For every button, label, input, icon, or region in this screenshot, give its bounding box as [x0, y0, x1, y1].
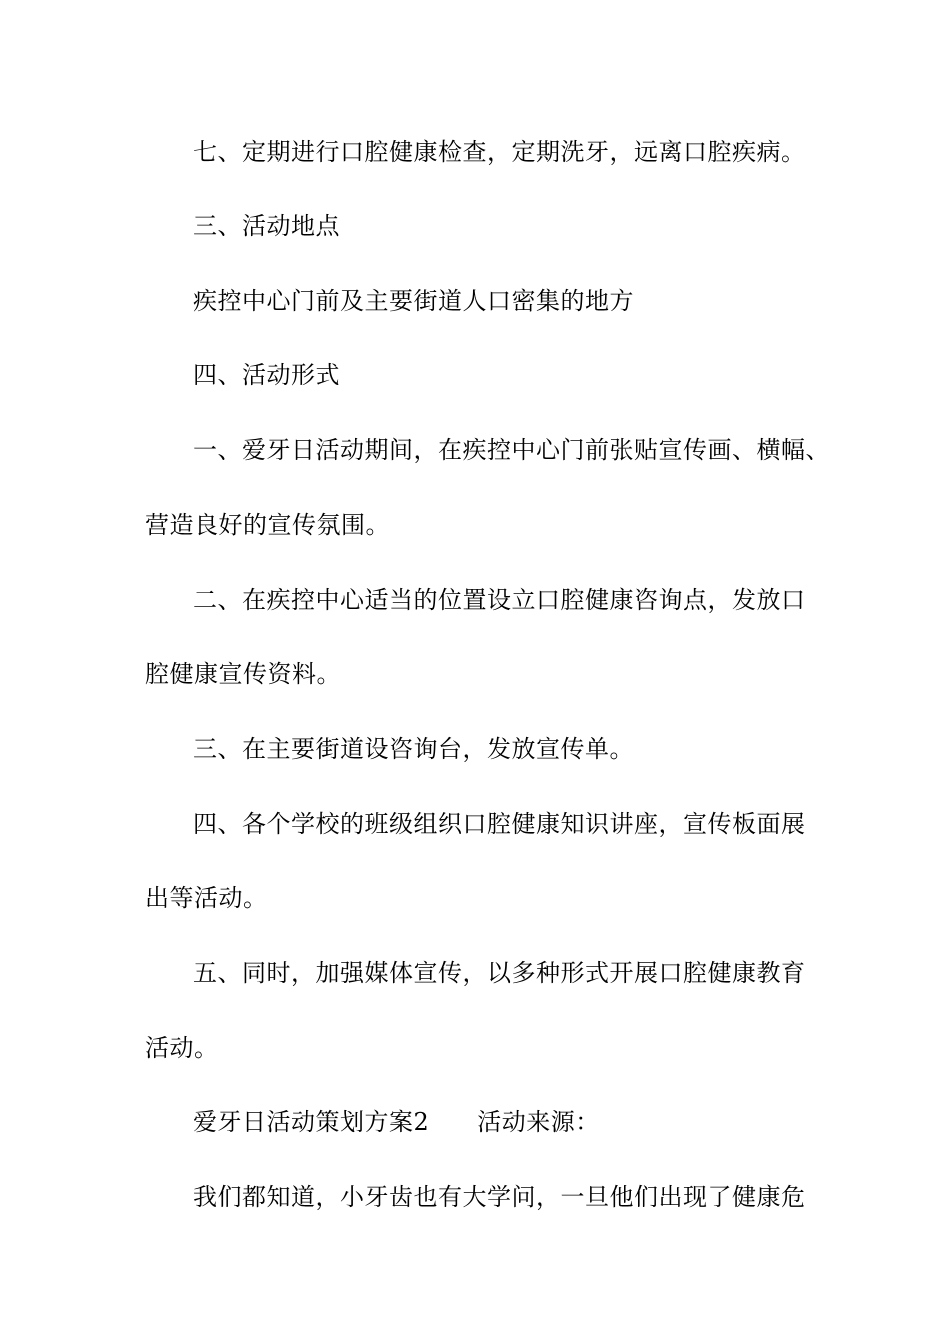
paragraph-line: 出等活动。 — [145, 884, 268, 912]
paragraph-line: 疾控中心门前及主要街道人口密集的地方 — [193, 287, 634, 315]
paragraph-line: 三、在主要街道设咨询台，发放宣传单。 — [193, 735, 634, 763]
paragraph-line: 腔健康宣传资料。 — [145, 660, 341, 688]
section-heading: 三、活动地点 — [193, 212, 340, 240]
paragraph-line: 营造良好的宣传氛围。 — [145, 511, 390, 539]
plan-title-line — [193, 1106, 873, 1138]
plan-title: 爱牙日活动策划方案2 — [193, 1108, 430, 1136]
paragraph-line: 二、在疾控中心适当的位置设立口腔健康咨询点，发放口 — [193, 586, 806, 614]
activity-source-label: 活动来源： — [477, 1108, 600, 1136]
paragraph-line: 一、爱牙日活动期间，在疾控中心门前张贴宣传画、横幅、 — [193, 436, 830, 464]
paragraph-line: 七、定期进行口腔健康检查，定期洗牙，远离口腔疾病。 — [193, 138, 806, 166]
paragraph-line: 我们都知道，小牙齿也有大学问，一旦他们出现了健康危 — [193, 1183, 806, 1211]
section-heading: 四、活动形式 — [193, 361, 340, 389]
paragraph-line: 五、同时，加强媒体宣传，以多种形式开展口腔健康教育 — [193, 959, 806, 987]
paragraph-line: 活动。 — [145, 1034, 219, 1062]
paragraph-line: 四、各个学校的班级组织口腔健康知识讲座，宣传板面展 — [193, 810, 806, 838]
